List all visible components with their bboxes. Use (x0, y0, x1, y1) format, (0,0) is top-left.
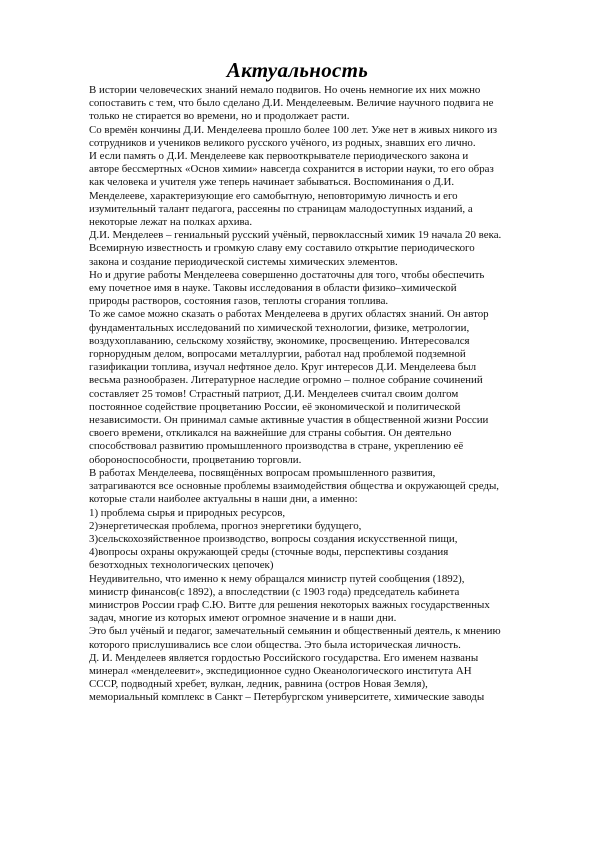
text-line: обороноспособности, процветанию торговли. (89, 453, 302, 466)
paragraph (89, 124, 525, 150)
text-line: составляет 25 томов! Страстный патриот, Д.И. Менделеев считал своим долгом (89, 387, 459, 400)
text-line: 1) проблема сырья и природных ресурсов, (89, 506, 286, 519)
text-line: Со времён кончины Д.И. Менделеева прошло более 100 лет. Уже нет в живых никого из (89, 123, 498, 136)
text-line: которого прислушивались все слои общества. Это была историческая личность. (89, 638, 461, 651)
text-line: Д. И. Менделеев является гордостью Российского государства. Его именем названы (89, 651, 479, 664)
text-line: своего времени, откликался на важнейшие для страны события. Он деятельно (89, 427, 452, 440)
text-line: фундаментальных исследований по химической технологии, физике, метрологии, (89, 321, 470, 334)
paragraph (89, 269, 525, 309)
text-line: В работах Менделеева, посвящённых вопросам промышленного развития, (89, 466, 436, 479)
text-line: независимости. Он принимал самые активные участия в общественной жизни России (89, 414, 489, 427)
text-line: министров России граф С.Ю. Витте для решения некоторых важных государственных (89, 598, 490, 611)
text-line: минерал «менделеевит», экспедиционное судно Океанологического института АН (89, 664, 472, 677)
text-line: И если память о Д.И. Менделееве как первооткрывателе периодического закона и (89, 150, 469, 163)
paragraph (89, 150, 525, 229)
text-line: способствовал развитию промышленного производства в стране, укреплению её (89, 440, 464, 453)
text-line: воздухоплаванию, сельскому хозяйству, экономике, просвещению. Интересовался (89, 334, 470, 347)
text-line: мемориальный комплекс в Санкт – Петербургском университете, химические заводы (89, 691, 485, 704)
paragraph (89, 507, 525, 520)
document-body (89, 84, 525, 705)
text-line: задач, многие из которых имеют огромное значение и в наши дни. (89, 612, 397, 625)
text-line: Всемирную известность и громкую славу ему составило открытие периодического (89, 242, 475, 255)
paragraph (89, 229, 525, 269)
paragraph (89, 625, 525, 651)
text-line: сотрудников и учеников великого русского учёного, из родных, знавших его лично. (89, 136, 476, 149)
text-line: 4)вопросы охраны окружающей среды (сточные воды, перспективы создания (89, 546, 449, 559)
text-line: как человека и учителя уже теперь начинает забываться. Воспоминания о Д.И. (89, 176, 455, 189)
text-line: Это был учёный и педагог, замечательный семьянин и общественный деятель, к мнению (89, 625, 501, 638)
text-line: постоянное содействие процветанию России, её экономической и политической (89, 400, 461, 413)
text-line: 2)энергетическая проблема, прогноз энергетики будущего, (89, 519, 362, 532)
text-line: затрагиваются все основные проблемы взаимодействия общества и окружающей среды, (89, 480, 500, 493)
text-line: 3)сельскохозяйственное производство, вопросы создания искусственной пищи, (89, 532, 458, 545)
paragraph (89, 467, 525, 507)
text-line: некоторые лежат на полках архива. (89, 216, 253, 229)
text-line: газификации топлива, изучал нефтяное дело. Круг интересов Д.И. Менделеева был (89, 361, 477, 374)
paragraph (89, 573, 525, 626)
text-line: горнорудным делом, вопросами металлургии, работал над проблемой подземной (89, 348, 466, 361)
text-line: Менделееве, характеризующие его самобытную, неповторимую личность и его (89, 189, 458, 202)
text-line: природы растворов, состояния газов, теплоты сгорания топлива. (89, 295, 389, 308)
text-line: Неудивительно, что именно к нему обращался министр путей сообщения (1892), (89, 572, 465, 585)
text-line: весьма разнообразен. Литературное наследие огромно – полное собрание сочинений (89, 374, 483, 387)
paragraph (89, 652, 525, 705)
text-line: Но и другие работы Менделеева совершенно достаточны для того, чтобы обеспечить (89, 268, 485, 281)
text-line: То же самое можно сказать о работах Менделеева в других областях знаний. Он автор (89, 308, 489, 321)
page-title: Актуальность (226, 58, 369, 82)
paragraph (89, 308, 525, 466)
paragraph (89, 84, 525, 124)
text-line: авторе бессмертных «Основ химии» навсегда сохранится в истории науки, то его образ (89, 163, 494, 176)
text-line: министр финансов(с 1892), а впоследствии (с 1903 года) председатель кабинета (89, 585, 460, 598)
text-line: которые стали наиболее актуальны в наши дни, а именно: (89, 493, 358, 506)
text-line: изумительный талант педагога, рассеяны по страницам малодоступных изданий, а (89, 202, 473, 215)
text-line: сопоставить с тем, что было сделано Д.И. Менделеевым. Величие научного подвига не (89, 97, 494, 110)
paragraph (89, 520, 525, 533)
text-line: безотходных технологических цепочек) (89, 559, 274, 572)
text-line: только не стирается во времени, но и продолжает расти. (89, 110, 350, 123)
text-line: закона и создание периодической системы химических элементов. (89, 255, 398, 268)
paragraph (89, 533, 525, 546)
text-line: Д.И. Менделеев – гениальный русский учёный, первоклассный химик 19 начала 20 века. (89, 229, 502, 242)
paragraph (89, 546, 525, 572)
text-line: В истории человеческих знаний немало подвигов. Но очень немногие их них можно (89, 84, 481, 96)
text-line: СССР, подводный хребет, вулкан, ледник, равнина (остров Новая Земля), (89, 678, 428, 691)
text-line: ему почетное имя в науке. Таковы исследования в области физико–химической (89, 282, 457, 295)
